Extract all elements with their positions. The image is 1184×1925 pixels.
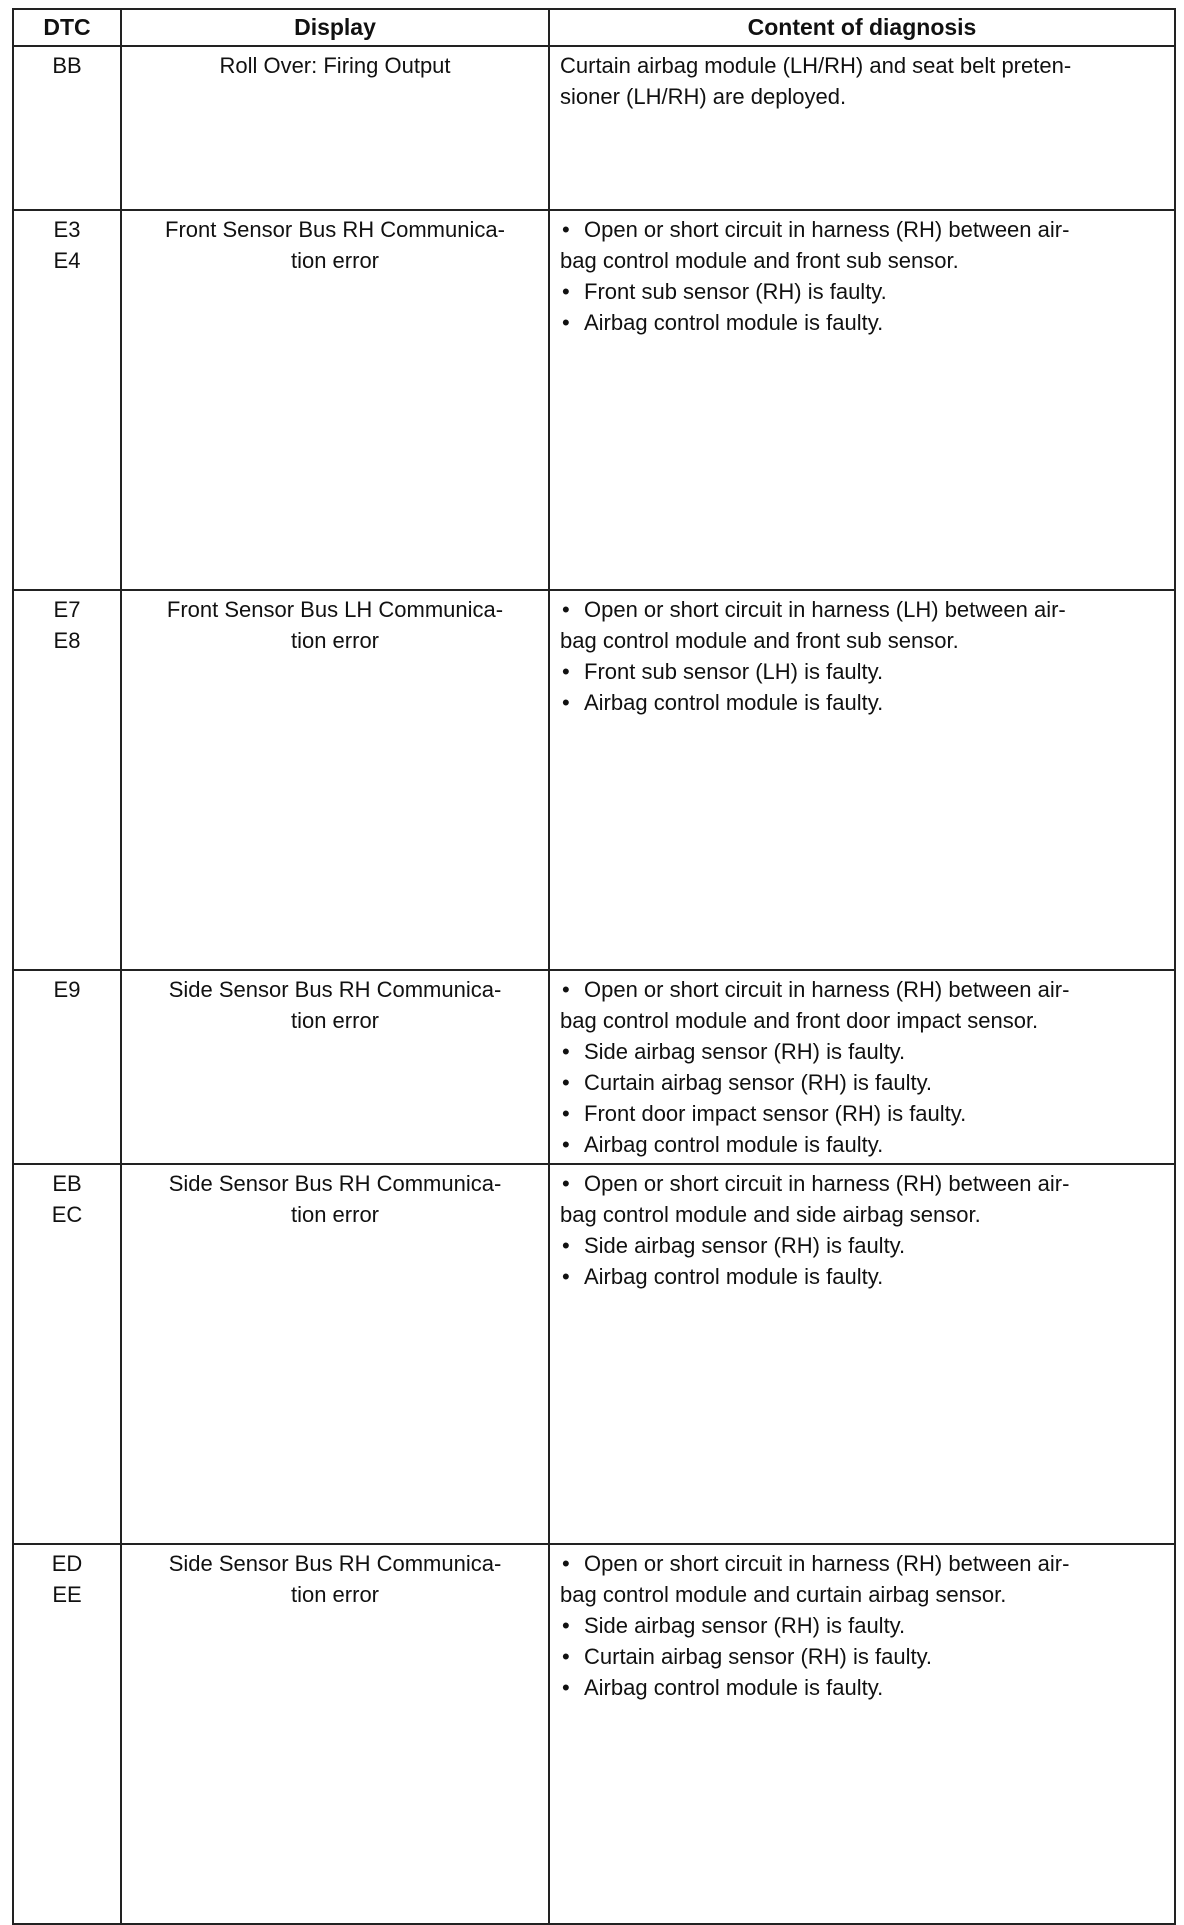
bullet-list — [560, 214, 1164, 338]
bullet-item: • Side airbag sensor (RH) is faulty. — [560, 1610, 1164, 1641]
bullet-item: • Open or short circuit in harness (RH) between air- — [560, 1548, 1164, 1579]
bullet-item: • Front sub sensor (LH) is faulty. — [560, 656, 1164, 687]
bullet-item: • Curtain airbag sensor (RH) is faulty. — [560, 1641, 1164, 1672]
dtc-cell — [13, 970, 121, 1164]
bullet-list — [560, 1548, 1164, 1703]
display-cell — [121, 590, 549, 970]
bullet-item: • Front sub sensor (RH) is faulty. — [560, 276, 1164, 307]
content-line: sioner (LH/RH) are deployed. — [560, 84, 847, 109]
table-row — [13, 590, 1175, 970]
bullet-item: • Airbag control module is faulty. — [560, 687, 1164, 718]
bullet-list — [560, 594, 1164, 718]
content-cell — [549, 590, 1175, 970]
bullet-item: • Side airbag sensor (RH) is faulty. — [560, 1036, 1164, 1067]
header-content: Content of diagnosis — [549, 9, 1175, 46]
bullet-continuation: bag control module and side airbag sensor. — [560, 1202, 981, 1227]
dtc-code: E7 — [53, 597, 81, 622]
table-row — [13, 970, 1175, 1164]
bullet-item: • Open or short circuit in harness (LH) between air- — [560, 594, 1164, 625]
bullet-continuation: bag control module and front door impact sensor. — [560, 1008, 1039, 1033]
display-text: tion error — [290, 1582, 380, 1607]
bullet-item: • Airbag control module is faulty. — [560, 307, 1164, 338]
display-text: tion error — [290, 1008, 380, 1033]
bullet-item: • Airbag control module is faulty. — [560, 1672, 1164, 1703]
display-cell — [121, 46, 549, 210]
dtc-code: BB — [52, 53, 82, 78]
display-text: Front Sensor Bus LH Communica- — [166, 597, 504, 622]
table-row — [13, 210, 1175, 590]
dtc-table — [12, 8, 1176, 1925]
dtc-cell — [13, 1544, 121, 1924]
bullet-item: • Open or short circuit in harness (RH) between air- — [560, 974, 1164, 1005]
dtc-code: ED — [51, 1551, 83, 1576]
display-text: tion error — [290, 1202, 380, 1227]
table-row — [13, 46, 1175, 210]
dtc-code: EE — [52, 1582, 82, 1607]
dtc-code: E8 — [53, 628, 81, 653]
bullet-continuation: bag control module and curtain airbag sensor. — [560, 1582, 1007, 1607]
bullet-item: • Open or short circuit in harness (RH) between air- — [560, 1168, 1164, 1199]
display-cell — [121, 1164, 549, 1544]
display-cell — [121, 210, 549, 590]
bullet-item: • Airbag control module is faulty. — [560, 1261, 1164, 1292]
table-header-row — [13, 9, 1175, 46]
bullet-item: • Curtain airbag sensor (RH) is faulty. — [560, 1067, 1164, 1098]
bullet-item: • Airbag control module is faulty. — [560, 1129, 1164, 1160]
display-text: Side Sensor Bus RH Communica- — [168, 1551, 502, 1576]
bullet-continuation: bag control module and front sub sensor. — [560, 628, 959, 653]
display-text: Side Sensor Bus RH Communica- — [168, 1171, 502, 1196]
display-cell — [121, 1544, 549, 1924]
content-cell — [549, 1164, 1175, 1544]
bullet-item: • Front door impact sensor (RH) is faulty. — [560, 1098, 1164, 1129]
bullet-list — [560, 1168, 1164, 1292]
table-row — [13, 1544, 1175, 1924]
content-cell — [549, 1544, 1175, 1924]
dtc-cell — [13, 590, 121, 970]
content-line: Curtain airbag module (LH/RH) and seat belt preten- — [560, 53, 1072, 78]
header-dtc: DTC — [13, 9, 121, 46]
dtc-code: EC — [51, 1202, 83, 1227]
content-cell — [549, 970, 1175, 1164]
display-text: Roll Over: Firing Output — [219, 53, 451, 78]
dtc-code: EB — [52, 1171, 82, 1196]
dtc-cell — [13, 210, 121, 590]
display-text: Front Sensor Bus RH Communica- — [165, 217, 505, 242]
dtc-code: E4 — [53, 248, 81, 273]
dtc-cell — [13, 1164, 121, 1544]
bullet-continuation: bag control module and front sub sensor. — [560, 248, 959, 273]
bullet-item: • Open or short circuit in harness (RH) between air- — [560, 214, 1164, 245]
display-text: tion error — [290, 248, 380, 273]
bullet-item: • Side airbag sensor (RH) is faulty. — [560, 1230, 1164, 1261]
dtc-cell — [13, 46, 121, 210]
dtc-code: E9 — [53, 977, 81, 1002]
bullet-list — [560, 974, 1164, 1160]
content-cell — [549, 210, 1175, 590]
display-cell — [121, 970, 549, 1164]
header-display: Display — [121, 9, 549, 46]
table-row — [13, 1164, 1175, 1544]
display-text: Side Sensor Bus RH Communica- — [168, 977, 502, 1002]
content-cell — [549, 46, 1175, 210]
dtc-code: E3 — [53, 217, 81, 242]
display-text: tion error — [290, 628, 380, 653]
